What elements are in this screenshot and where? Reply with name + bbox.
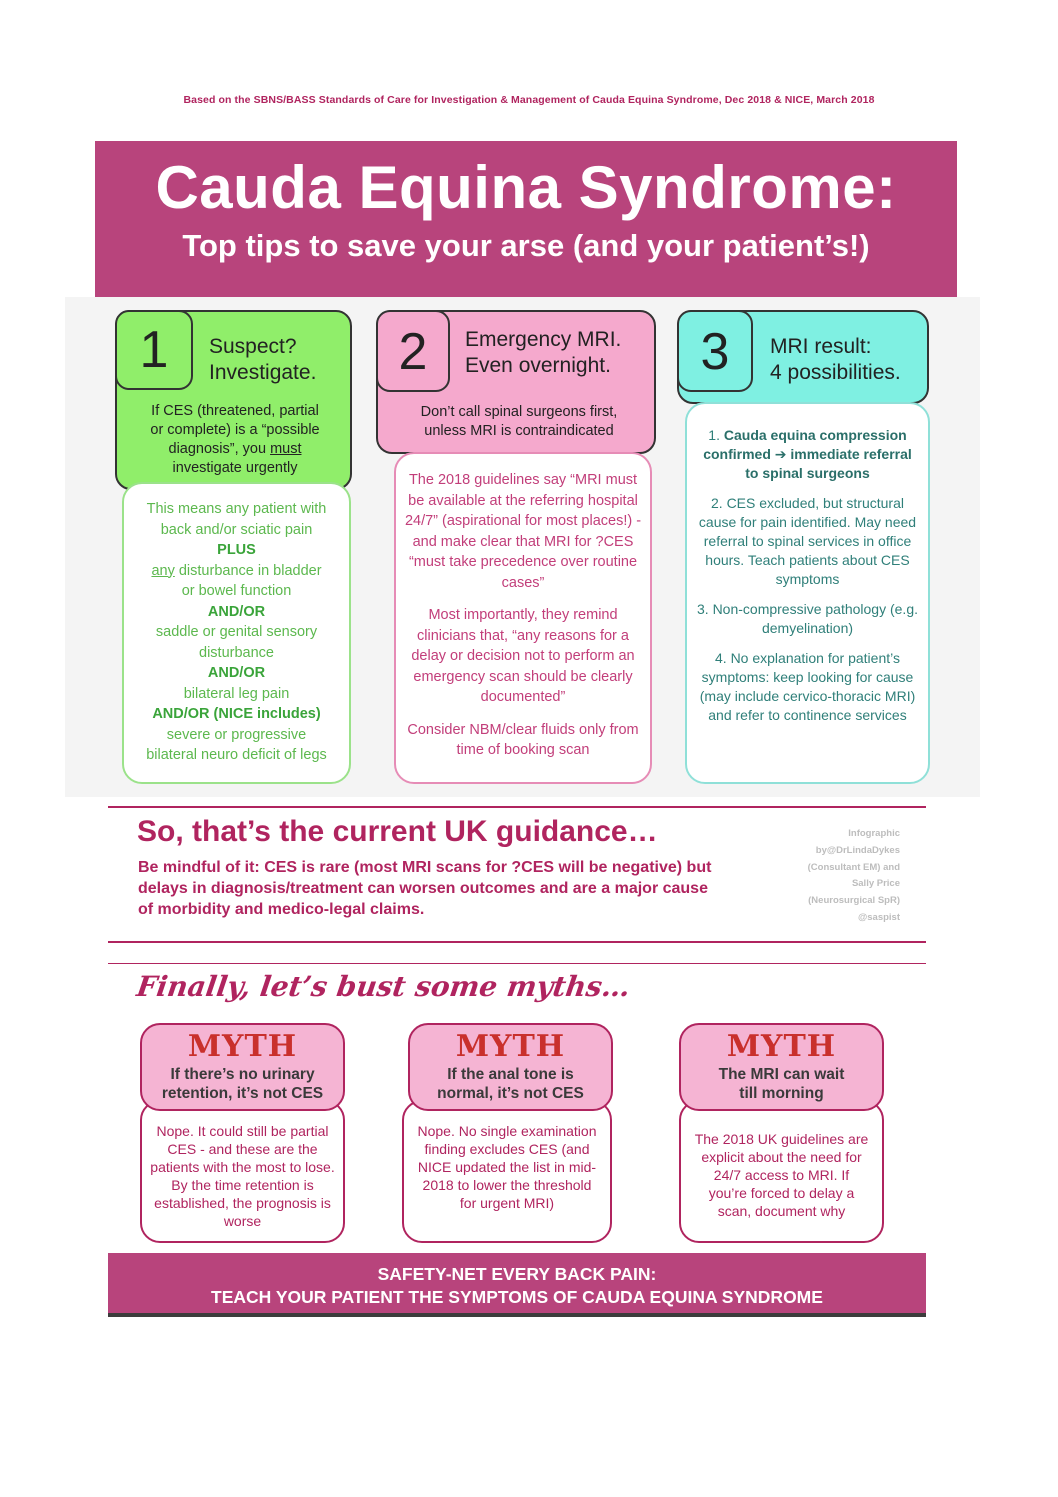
- divider: [108, 963, 926, 964]
- myth-statement: If there’s no urinary retention, it’s not CES: [161, 1066, 324, 1102]
- step-3-body: [685, 402, 930, 784]
- divider: [108, 941, 926, 943]
- step-1-number: 1: [115, 310, 193, 390]
- myth-label: MYTH: [455, 1029, 566, 1064]
- myth-1-answer: Nope. It could still be partial CES - and these are the patients with the most to lose. By the time retention is established, the prognosis is worse: [140, 1100, 345, 1243]
- step-3-title: MRI result: 4 possibilities.: [770, 335, 901, 384]
- divider: [108, 806, 926, 808]
- myth-2-header: [408, 1023, 613, 1111]
- step-1-body: This means any patient with back and/or sciatic pain PLUS any disturbance in bladder or bowel function AND/OR saddle or genital sensory disturbance AND/OR bilateral leg pain AND/OR (NICE includes) severe or progressive bilateral neuro deficit of legs: [122, 482, 351, 784]
- step-2-subtitle: Don’t call spinal surgeons first, unless MRI is contraindicated: [420, 404, 618, 439]
- step-2-paragraph: Consider NBM/clear fluids only from time of booking scan: [407, 721, 639, 758]
- result-item-3: 3. Non-compressive pathology (e.g. demyelination): [697, 601, 918, 636]
- source-note: Based on the SBNS/BASS Standards of Care for Investigation & Management of Cauda Equina Syndrome, Dec 2018 & NICE, March 2018: [183, 94, 875, 106]
- myth-1-header: [140, 1023, 345, 1111]
- myth-3-header: [679, 1023, 884, 1111]
- step-2-paragraph: The 2018 guidelines say “MRI must be available at the referring hospital 24/7” (aspirational for most places!) - and make clear that MRI for ?CES “must take precedence over routine cases”: [404, 472, 642, 591]
- step-2-number: 2: [376, 310, 450, 392]
- step-1-title: Suspect? Investigate.: [209, 335, 317, 384]
- result-item-1: 1. Cauda equina compression confirmed ➔ immediate referral to spinal surgeons: [703, 427, 912, 481]
- myth-statement: If the anal tone is normal, it’s not CES: [437, 1066, 584, 1102]
- myth-3-answer: The 2018 UK guidelines are explicit about the need for 24/7 access to MRI. If you’re forced to delay a scan, document why: [679, 1100, 884, 1243]
- myths-title: Finally, let’s bust some myths…: [134, 970, 633, 1003]
- step-2-title: Emergency MRI. Even overnight.: [465, 328, 622, 377]
- myth-statement: The MRI can wait till morning: [718, 1066, 845, 1102]
- guidance-text: Be mindful of it: CES is rare (most MRI scans for ?CES will be negative) but delays in diagnosis/treatment can worsen outcomes and are a major cause of morbidity and medico-legal claims.: [138, 859, 712, 918]
- step-3-number: 3: [677, 310, 753, 392]
- page-subtitle: Top tips to save your arse (and your patient’s!): [182, 228, 870, 263]
- step-2-paragraph: Most importantly, they remind clinicians that, “any reasons for a delay or decision not to perform an emergency scan should be clearly documented”: [411, 607, 635, 705]
- page-title: Cauda Equina Syndrome:: [155, 154, 897, 221]
- myth-label: MYTH: [187, 1029, 298, 1064]
- myth-label: MYTH: [726, 1029, 837, 1064]
- infographic-credit: Infographic by@DrLindaDykes (Consultant EM) and Sally Price (Neurosurgical SpR) @saspist: [807, 828, 900, 923]
- step-1-subtitle: If CES (threatened, partial or complete) is a “possible diagnosis”, you must investigate urgently: [150, 403, 320, 476]
- safety-net-footer: SAFETY-NET EVERY BACK PAIN: TEACH YOUR PATIENT THE SYMPTOMS OF CAUDA EQUINA SYNDROME: [108, 1253, 926, 1317]
- result-item-4: 4. No explanation for patient’s symptoms: keep looking for cause (may include cervico-thoracic MRI) and refer to continence services: [699, 650, 916, 723]
- guidance-title: So, that’s the current UK guidance…: [137, 815, 658, 848]
- step-2-body: [394, 452, 652, 784]
- result-item-2: 2. CES excluded, but structural cause for pain identified. May need referral to spinal services in office hours. Teach patients about CES symptoms: [698, 495, 917, 587]
- title-banner: [95, 141, 957, 297]
- myth-2-answer: Nope. No single examination finding excludes CES (and NICE updated the list in mid-2018 to lower the threshold for urgent MRI): [402, 1100, 612, 1243]
